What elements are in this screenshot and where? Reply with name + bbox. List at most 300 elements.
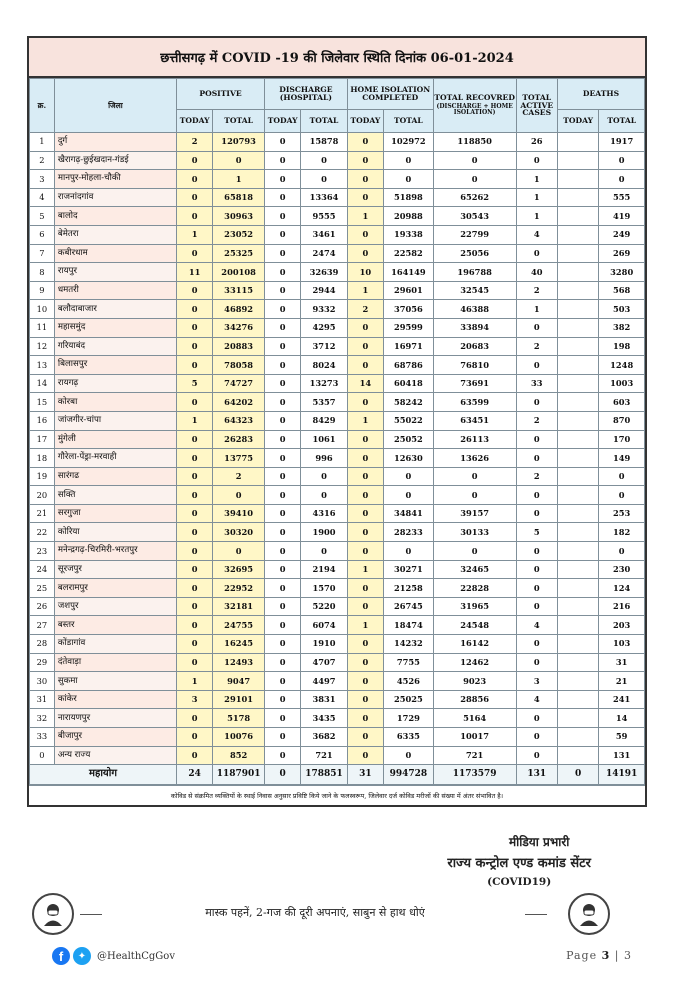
table-row <box>30 653 645 672</box>
row-active: 2 <box>516 411 557 430</box>
row-positive-today: 0 <box>177 597 213 616</box>
row-deaths-today <box>557 188 598 207</box>
header-discharge: DISCHARGE (HOSPITAL) <box>265 79 348 110</box>
row-sn: 14 <box>30 374 55 393</box>
row-positive-total: 12493 <box>213 653 265 672</box>
row-positive-today: 0 <box>177 151 213 170</box>
table-row <box>30 467 645 486</box>
row-sn: 7 <box>30 244 55 263</box>
row-sn: 6 <box>30 225 55 244</box>
table-row <box>30 486 645 505</box>
row-discharge-today: 0 <box>265 318 301 337</box>
row-active: 1 <box>516 188 557 207</box>
row-recovered: 32545 <box>433 281 516 300</box>
signature-line2: राज्य कन्ट्रोल एण्ड कमांड सेंटर <box>447 856 591 871</box>
row-active: 4 <box>516 225 557 244</box>
row-discharge-total: 3831 <box>301 690 348 709</box>
row-discharge-today: 0 <box>265 728 301 747</box>
row-district: रायगढ़ <box>54 374 176 393</box>
mask-person-icon <box>568 893 610 935</box>
table-row <box>30 746 645 765</box>
header-total: TOTAL <box>384 110 434 133</box>
row-positive-total: 74727 <box>213 374 265 393</box>
row-home-today: 0 <box>347 225 383 244</box>
page-label: Page <box>566 949 598 962</box>
header-total: TOTAL <box>599 110 645 133</box>
header-total-recovered-sub: (DISCHARGE + HOME ISOLATION) <box>436 103 513 117</box>
table-row <box>30 616 645 635</box>
row-deaths-total: 1917 <box>599 133 645 152</box>
row-home-today: 0 <box>347 504 383 523</box>
row-home-total: 164149 <box>384 263 434 282</box>
row-deaths-total: 0 <box>599 151 645 170</box>
row-home-today: 0 <box>347 188 383 207</box>
row-deaths-today <box>557 449 598 468</box>
row-district: मानपुर-मोहला-चौकी <box>54 170 176 189</box>
row-discharge-total: 0 <box>301 486 348 505</box>
row-discharge-today: 0 <box>265 170 301 189</box>
table-row <box>30 207 645 226</box>
signature-line1: मीडिया प्रभारी <box>508 835 570 849</box>
signature-line3: (COVID19) <box>487 876 552 888</box>
row-discharge-today: 0 <box>265 635 301 654</box>
row-recovered: 0 <box>433 486 516 505</box>
row-discharge-today: 0 <box>265 263 301 282</box>
row-home-today: 0 <box>347 542 383 561</box>
row-positive-today: 0 <box>177 616 213 635</box>
row-district: राजनांदगांव <box>54 188 176 207</box>
row-deaths-today <box>557 225 598 244</box>
row-positive-today: 5 <box>177 374 213 393</box>
row-positive-total: 5178 <box>213 709 265 728</box>
row-discharge-today: 0 <box>265 523 301 542</box>
row-active: 4 <box>516 616 557 635</box>
row-active: 1 <box>516 207 557 226</box>
row-district: खैरागढ़-छुईखदान-गंडई <box>54 151 176 170</box>
row-discharge-total: 4497 <box>301 672 348 691</box>
total-discharge-total: 178851 <box>301 765 348 785</box>
total-deaths-today: 0 <box>557 765 598 785</box>
row-district: कांकेर <box>54 690 176 709</box>
row-discharge-today: 0 <box>265 207 301 226</box>
header-total: TOTAL <box>301 110 348 133</box>
row-positive-total: 64202 <box>213 393 265 412</box>
row-home-total: 55022 <box>384 411 434 430</box>
row-recovered: 13626 <box>433 449 516 468</box>
row-deaths-total: 419 <box>599 207 645 226</box>
row-sn: 0 <box>30 746 55 765</box>
row-positive-total: 200108 <box>213 263 265 282</box>
table-row <box>30 690 645 709</box>
row-home-total: 6335 <box>384 728 434 747</box>
mask-person-icon <box>32 893 74 935</box>
total-discharge-today: 0 <box>265 765 301 785</box>
row-home-today: 0 <box>347 635 383 654</box>
row-active: 0 <box>516 151 557 170</box>
row-discharge-today: 0 <box>265 393 301 412</box>
row-discharge-today: 0 <box>265 449 301 468</box>
table-row <box>30 151 645 170</box>
row-home-today: 0 <box>347 728 383 747</box>
row-deaths-today <box>557 467 598 486</box>
row-home-today: 0 <box>347 597 383 616</box>
row-recovered: 30133 <box>433 523 516 542</box>
row-positive-total: 39410 <box>213 504 265 523</box>
row-home-total: 1729 <box>384 709 434 728</box>
row-discharge-today: 0 <box>265 281 301 300</box>
row-discharge-total: 8429 <box>301 411 348 430</box>
row-sn: 10 <box>30 300 55 319</box>
row-deaths-total: 503 <box>599 300 645 319</box>
row-deaths-total: 182 <box>599 523 645 542</box>
row-sn: 26 <box>30 597 55 616</box>
row-positive-today: 0 <box>177 467 213 486</box>
row-district: दंतेवाड़ा <box>54 653 176 672</box>
row-positive-today: 3 <box>177 690 213 709</box>
row-positive-total: 29101 <box>213 690 265 709</box>
row-deaths-total: 870 <box>599 411 645 430</box>
row-positive-today: 0 <box>177 356 213 375</box>
row-deaths-total: 1003 <box>599 374 645 393</box>
row-recovered: 33894 <box>433 318 516 337</box>
row-home-today: 0 <box>347 151 383 170</box>
row-positive-total: 120793 <box>213 133 265 152</box>
row-positive-total: 16245 <box>213 635 265 654</box>
row-home-total: 51898 <box>384 188 434 207</box>
row-deaths-today <box>557 728 598 747</box>
row-home-today: 0 <box>347 430 383 449</box>
row-district: दुर्ग <box>54 133 176 152</box>
row-positive-today: 0 <box>177 300 213 319</box>
row-discharge-today: 0 <box>265 225 301 244</box>
row-home-today: 1 <box>347 411 383 430</box>
row-district: बेमेतरा <box>54 225 176 244</box>
row-active: 0 <box>516 597 557 616</box>
row-home-today: 2 <box>347 300 383 319</box>
row-discharge-today: 0 <box>265 542 301 561</box>
table-row <box>30 374 645 393</box>
row-active: 0 <box>516 430 557 449</box>
row-district: बिलासपुर <box>54 356 176 375</box>
row-home-total: 68786 <box>384 356 434 375</box>
row-home-today: 0 <box>347 579 383 598</box>
row-discharge-total: 0 <box>301 151 348 170</box>
row-positive-total: 2 <box>213 467 265 486</box>
row-deaths-today <box>557 560 598 579</box>
row-district: बलरामपुर <box>54 579 176 598</box>
row-discharge-today: 0 <box>265 356 301 375</box>
row-deaths-today <box>557 597 598 616</box>
row-recovered: 28856 <box>433 690 516 709</box>
row-home-today: 10 <box>347 263 383 282</box>
row-sn: 17 <box>30 430 55 449</box>
row-home-total: 34841 <box>384 504 434 523</box>
row-deaths-today <box>557 151 598 170</box>
row-positive-total: 64323 <box>213 411 265 430</box>
row-deaths-total: 3280 <box>599 263 645 282</box>
row-deaths-total: 31 <box>599 653 645 672</box>
row-discharge-total: 0 <box>301 542 348 561</box>
row-recovered: 46388 <box>433 300 516 319</box>
row-positive-total: 65818 <box>213 188 265 207</box>
row-positive-today: 0 <box>177 728 213 747</box>
row-active: 33 <box>516 374 557 393</box>
row-sn: 11 <box>30 318 55 337</box>
row-district: कोरिया <box>54 523 176 542</box>
row-deaths-total: 241 <box>599 690 645 709</box>
row-discharge-today: 0 <box>265 430 301 449</box>
row-active: 40 <box>516 263 557 282</box>
row-home-total: 25052 <box>384 430 434 449</box>
header-total-recovered <box>433 79 516 133</box>
row-discharge-total: 8024 <box>301 356 348 375</box>
row-deaths-total: 382 <box>599 318 645 337</box>
row-district: नारायणपुर <box>54 709 176 728</box>
row-recovered: 20683 <box>433 337 516 356</box>
row-home-today: 0 <box>347 672 383 691</box>
row-discharge-total: 1570 <box>301 579 348 598</box>
page-current: 3 <box>601 949 611 962</box>
table-row <box>30 411 645 430</box>
row-active: 0 <box>516 356 557 375</box>
row-recovered: 76810 <box>433 356 516 375</box>
twitter-icon[interactable]: ✦ <box>73 947 91 965</box>
row-active: 3 <box>516 672 557 691</box>
row-deaths-total: 249 <box>599 225 645 244</box>
row-district: सुकमा <box>54 672 176 691</box>
row-home-total: 26745 <box>384 597 434 616</box>
row-home-today: 0 <box>347 467 383 486</box>
row-sn: 1 <box>30 133 55 152</box>
row-home-total: 30271 <box>384 560 434 579</box>
row-positive-today: 0 <box>177 579 213 598</box>
row-positive-total: 32695 <box>213 560 265 579</box>
row-sn: 2 <box>30 151 55 170</box>
row-positive-today: 2 <box>177 133 213 152</box>
row-home-total: 29599 <box>384 318 434 337</box>
row-active: 0 <box>516 486 557 505</box>
row-recovered: 22828 <box>433 579 516 598</box>
table-row <box>30 356 645 375</box>
header-district: जिला <box>54 79 176 133</box>
row-deaths-today <box>557 337 598 356</box>
row-positive-total: 32181 <box>213 597 265 616</box>
row-active: 0 <box>516 504 557 523</box>
row-home-today: 0 <box>347 337 383 356</box>
row-discharge-total: 2474 <box>301 244 348 263</box>
row-positive-today: 0 <box>177 560 213 579</box>
row-deaths-today <box>557 746 598 765</box>
row-sn: 22 <box>30 523 55 542</box>
row-discharge-total: 13273 <box>301 374 348 393</box>
row-positive-total: 0 <box>213 151 265 170</box>
row-recovered: 30543 <box>433 207 516 226</box>
row-positive-today: 0 <box>177 653 213 672</box>
row-discharge-today: 0 <box>265 467 301 486</box>
row-district: बालोद <box>54 207 176 226</box>
row-deaths-total: 555 <box>599 188 645 207</box>
table-row <box>30 709 645 728</box>
row-positive-today: 0 <box>177 449 213 468</box>
row-deaths-total: 203 <box>599 616 645 635</box>
signature-block <box>447 833 591 888</box>
row-positive-today: 0 <box>177 318 213 337</box>
row-home-total: 16971 <box>384 337 434 356</box>
total-positive-today: 24 <box>177 765 213 785</box>
row-deaths-total: 0 <box>599 467 645 486</box>
table-row <box>30 318 645 337</box>
row-district: गरियाबंद <box>54 337 176 356</box>
social-links <box>52 947 175 965</box>
table-row <box>30 300 645 319</box>
row-deaths-total: 269 <box>599 244 645 263</box>
row-discharge-today: 0 <box>265 151 301 170</box>
row-deaths-total: 0 <box>599 170 645 189</box>
row-positive-today: 0 <box>177 635 213 654</box>
row-sn: 12 <box>30 337 55 356</box>
row-home-total: 12630 <box>384 449 434 468</box>
row-deaths-today <box>557 523 598 542</box>
header-deaths: DEATHS <box>557 79 644 110</box>
row-home-total: 0 <box>384 151 434 170</box>
row-discharge-today: 0 <box>265 653 301 672</box>
row-discharge-today: 0 <box>265 504 301 523</box>
row-discharge-today: 0 <box>265 579 301 598</box>
row-district: अन्य राज्य <box>54 746 176 765</box>
row-deaths-total: 568 <box>599 281 645 300</box>
row-deaths-total: 216 <box>599 597 645 616</box>
row-positive-today: 0 <box>177 281 213 300</box>
header-sn: क्र. <box>30 79 55 133</box>
row-deaths-today <box>557 263 598 282</box>
row-sn: 20 <box>30 486 55 505</box>
row-recovered: 118850 <box>433 133 516 152</box>
row-sn: 13 <box>30 356 55 375</box>
row-sn: 18 <box>30 449 55 468</box>
row-home-total: 0 <box>384 746 434 765</box>
social-handle[interactable]: @HealthCgGov <box>97 950 175 962</box>
row-home-total: 4526 <box>384 672 434 691</box>
total-active: 131 <box>516 765 557 785</box>
row-deaths-today <box>557 579 598 598</box>
row-positive-today: 0 <box>177 170 213 189</box>
row-home-today: 0 <box>347 244 383 263</box>
row-recovered: 0 <box>433 542 516 561</box>
row-discharge-total: 3435 <box>301 709 348 728</box>
row-discharge-today: 0 <box>265 188 301 207</box>
row-discharge-total: 2194 <box>301 560 348 579</box>
row-home-total: 28233 <box>384 523 434 542</box>
facebook-icon[interactable]: f <box>52 947 70 965</box>
row-deaths-total: 21 <box>599 672 645 691</box>
row-discharge-total: 4295 <box>301 318 348 337</box>
row-discharge-total: 3712 <box>301 337 348 356</box>
row-deaths-total: 149 <box>599 449 645 468</box>
row-discharge-today: 0 <box>265 337 301 356</box>
slogan-bar <box>20 888 665 938</box>
row-home-today: 0 <box>347 133 383 152</box>
table-row <box>30 281 645 300</box>
row-positive-today: 0 <box>177 504 213 523</box>
row-deaths-today <box>557 504 598 523</box>
row-deaths-today <box>557 356 598 375</box>
row-active: 0 <box>516 393 557 412</box>
row-deaths-today <box>557 616 598 635</box>
slogan-arrow-right <box>525 914 547 915</box>
row-positive-total: 30320 <box>213 523 265 542</box>
row-discharge-total: 2944 <box>301 281 348 300</box>
table-row <box>30 597 645 616</box>
row-home-total: 0 <box>384 542 434 561</box>
table-row <box>30 579 645 598</box>
row-discharge-today: 0 <box>265 709 301 728</box>
header-today: TODAY <box>347 110 383 133</box>
row-home-today: 0 <box>347 393 383 412</box>
row-sn: 21 <box>30 504 55 523</box>
row-sn: 30 <box>30 672 55 691</box>
row-home-today: 0 <box>347 356 383 375</box>
header-total: TOTAL <box>213 110 265 133</box>
row-active: 0 <box>516 746 557 765</box>
row-positive-today: 0 <box>177 486 213 505</box>
row-recovered: 31965 <box>433 597 516 616</box>
row-deaths-today <box>557 430 598 449</box>
table-body <box>30 133 645 765</box>
row-positive-today: 1 <box>177 225 213 244</box>
row-positive-today: 0 <box>177 207 213 226</box>
row-home-total: 0 <box>384 467 434 486</box>
total-label: महायोग <box>30 765 177 785</box>
row-recovered: 24548 <box>433 616 516 635</box>
row-recovered: 63599 <box>433 393 516 412</box>
row-recovered: 0 <box>433 151 516 170</box>
row-recovered: 0 <box>433 170 516 189</box>
row-deaths-total: 0 <box>599 486 645 505</box>
row-active: 0 <box>516 318 557 337</box>
row-home-total: 22582 <box>384 244 434 263</box>
row-deaths-total: 131 <box>599 746 645 765</box>
row-deaths-total: 230 <box>599 560 645 579</box>
slogan-text: मास्क पहनें, 2-गज की दूरी अपनाएं, साबुन से हाथ धोएं <box>205 906 425 919</box>
report-title: छत्तीसगढ़ में COVID -19 की जिलेवार स्थिति दिनांक 06-01-2024 <box>29 38 645 78</box>
row-positive-total: 25325 <box>213 244 265 263</box>
row-positive-total: 34276 <box>213 318 265 337</box>
row-discharge-total: 0 <box>301 467 348 486</box>
row-sn: 5 <box>30 207 55 226</box>
table-row <box>30 337 645 356</box>
header-today: TODAY <box>557 110 598 133</box>
total-row <box>30 765 645 785</box>
row-deaths-today <box>557 542 598 561</box>
row-sn: 24 <box>30 560 55 579</box>
total-home-today: 31 <box>347 765 383 785</box>
table-row <box>30 188 645 207</box>
row-deaths-total: 170 <box>599 430 645 449</box>
row-discharge-today: 0 <box>265 616 301 635</box>
row-deaths-today <box>557 690 598 709</box>
row-positive-total: 10076 <box>213 728 265 747</box>
row-deaths-today <box>557 635 598 654</box>
footnote: कोविड से संक्रमित व्यक्तियों के स्थाई निवास अनुसार प्रविष्टि किये जाने के फलस्वरूप, जिलेवार दर्ज कोविड मरीजों की संख्या में अंतर संभावित है। <box>29 785 645 805</box>
row-positive-total: 0 <box>213 542 265 561</box>
row-recovered: 32465 <box>433 560 516 579</box>
row-deaths-today <box>557 244 598 263</box>
row-positive-total: 78058 <box>213 356 265 375</box>
row-sn: 23 <box>30 542 55 561</box>
row-home-total: 20988 <box>384 207 434 226</box>
row-recovered: 73691 <box>433 374 516 393</box>
row-deaths-today <box>557 653 598 672</box>
